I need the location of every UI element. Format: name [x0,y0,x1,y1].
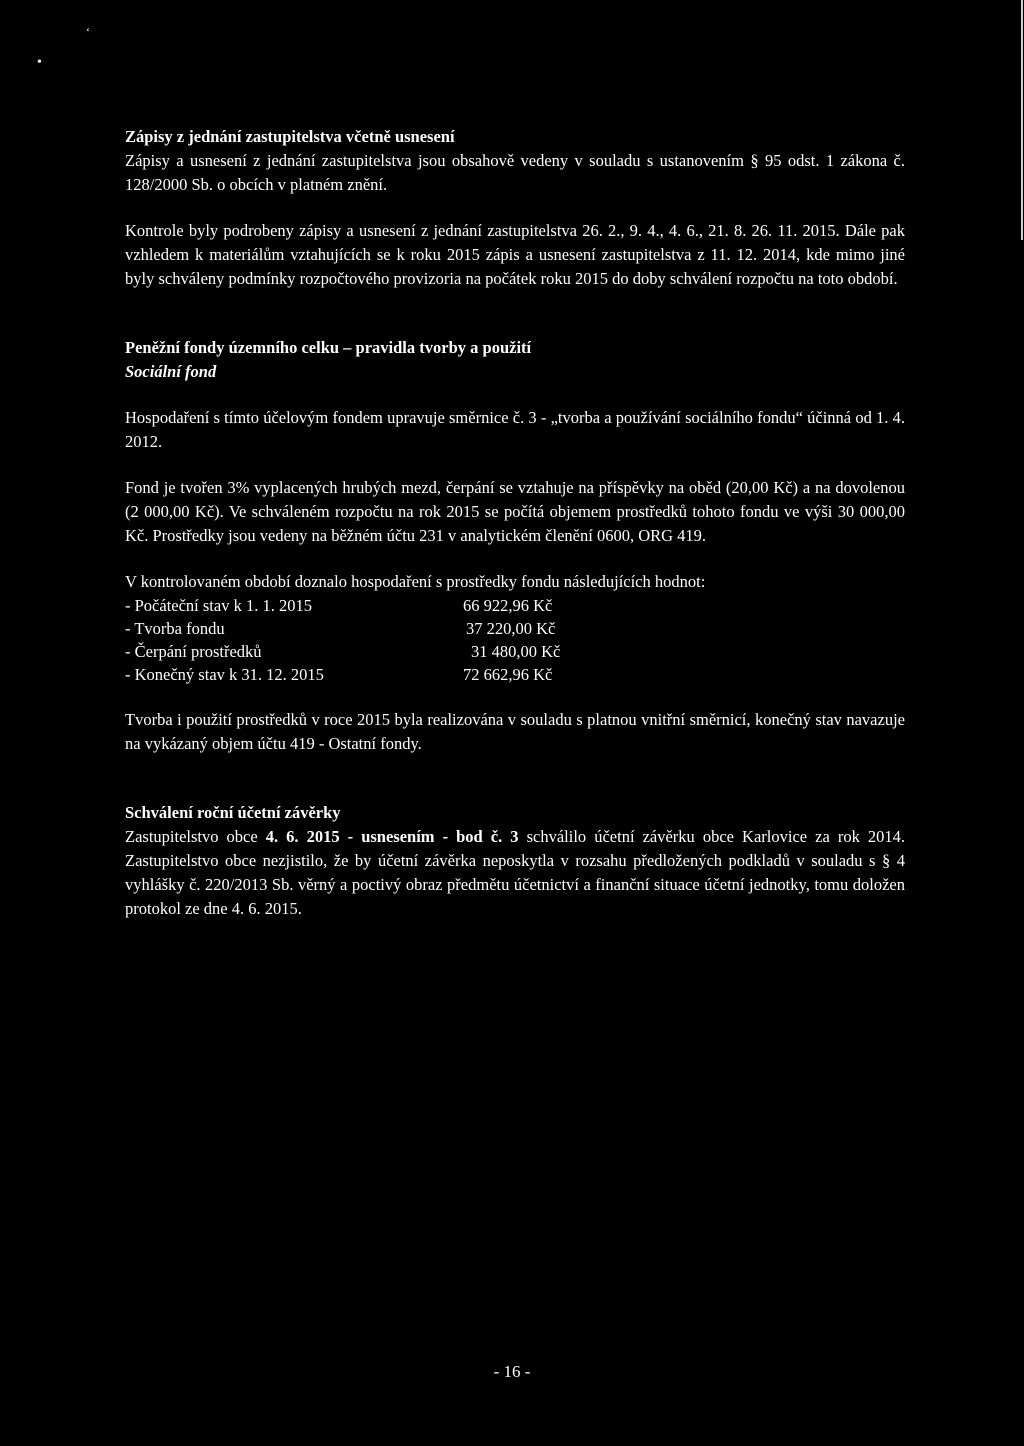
fund-paragraph-4: Tvorba i použití prostředků v roce 2015 byla realizována v souladu s platnou vnitřní směrnicí, konečný stav navazuje na vykázaný objem účtu 419 - Ostatní fondy. [125,710,905,753]
list-item-value: 72 662,96 Kč [463,665,553,684]
section-title-funds: Peněžní fondy územního celku – pravidla tvorby a použití [125,338,532,357]
scan-edge-line [1021,0,1023,240]
scan-mark: • [37,55,42,70]
list-item-label: - Počáteční stav k 1. 1. 2015 [125,596,312,615]
list-item [125,617,905,640]
fund-paragraph-1: Hospodaření s tímto účelovým fondem upravuje směrnice č. 3 - „tvorba a používání sociálního fondu“ účinná od 1. 4. 2012. [125,408,905,451]
minutes-paragraph-1: Zápisy a usnesení z jednání zastupitelstva jsou obsahově vedeny v souladu s ustanovením § 95 odst. 1 zákona č. 128/2000 Sb. o obcích v platném znění. [125,151,905,194]
section-title-accounts: Schválení roční účetní závěrky [125,803,341,822]
minutes-paragraph-2: Kontrole byly podrobeny zápisy a usnesení z jednání zastupitelstva 26. 2., 9. 4., 4. 6., 21. 8. 26. 11. 2015. Dále pak vzhledem k materiálům vztahujících se k roku 2015 zápis a usnesení zastupitelstva z 11. 12. 2014, kde mimo jiné byly schváleny podmínky rozpočtového provizoria na počátek roku 2015 do doby schválení rozpočtu na toto období. [125,221,905,288]
fund-paragraph-3: V kontrolovaném období doznalo hospodaření s prostředky fondu následujících hodnot: [125,572,706,591]
list-item [125,594,905,617]
document-page [125,125,905,921]
accounts-resolution: 4. 6. 2015 - usnesením - bod č. 3 [265,827,519,846]
list-item-label: - Čerpání prostředků [125,642,262,661]
fund-paragraph-2: Fond je tvořen 3% vyplacených hrubých mezd, čerpání se vztahuje na příspěvky na oběd (20,00 Kč) a na dovolenou (2 000,00 Kč). Ve schváleném rozpočtu na rok 2015 se počítá objemem prostředků tohoto fondu ve výši 30 000,00 Kč. Prostředky jsou vedeny na běžném účtu 231 v analytickém členění 0600, ORG 419. [125,478,905,545]
scan-mark-2: ʻ [86,25,90,39]
accounts-paragraph [125,825,905,921]
section-title-minutes: Zápisy z jednání zastupitelstva včetně usnesení [125,127,455,146]
list-item-value: 37 220,00 Kč [466,619,556,638]
page-number: - 16 - [493,1362,531,1381]
list-item-value: 31 480,00 Kč [471,642,561,661]
accounts-rest: schválilo účetní závěrku obce Karlovice za rok 2014. Zastupitelstvo obce nezjistilo, že by účetní závěrka neposkytla v rozsahu předložených podkladů v souladu s § 4 vyhlášky č. 220/2013 Sb. věrný a poctivý obraz předmětu účetnictví a finanční situace účetní jednotky, tomu doložen protokol ze dne 4. 6. 2015. [125,827,906,918]
list-item [125,640,905,663]
section-subtitle-social-fund: Sociální fond [125,362,217,381]
list-item-label: - Konečný stav k 31. 12. 2015 [125,665,324,684]
list-item-label: - Tvorba fondu [125,619,225,638]
list-item-value: 66 922,96 Kč [463,596,553,615]
fund-values-list [125,594,905,686]
accounts-lead: Zastupitelstvo obce [125,827,266,846]
list-item [125,663,905,686]
